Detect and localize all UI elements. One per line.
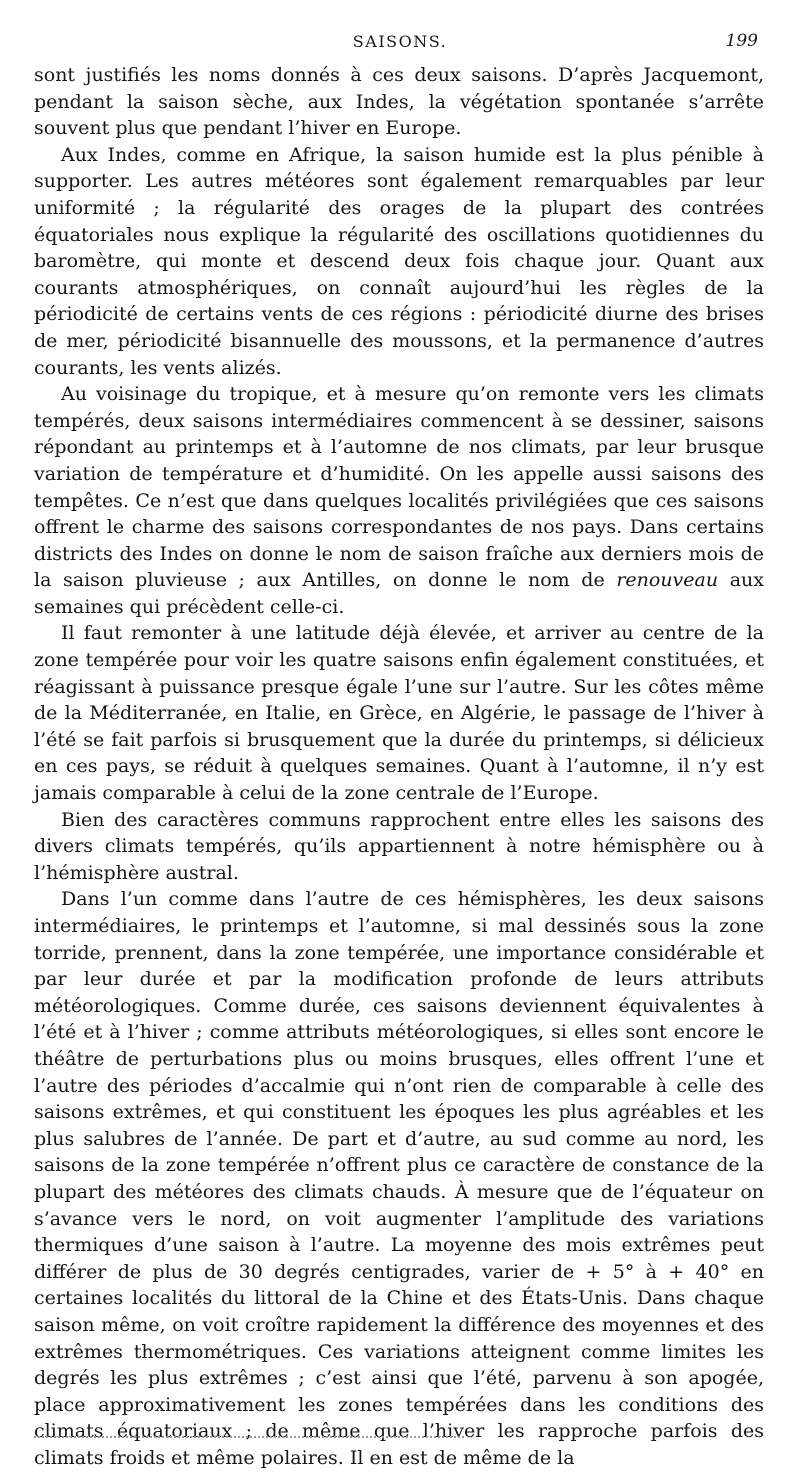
paragraph-3-text-before: Au voisinage du tropique, et à mesure qu’on remonte vers les climats tempérés, deux saisons intermédiaires commencent à se dessiner, saisons répondant au printemps et à l’automne de nos climats, par leur brusque variation de température et d’humidité. On les appelle aussi saisons des tempêtes. Ce n’est que dans quelques localités privilégiées que ces saisons offrent le charme des saisons correspondantes de nos pays. Dans certains districts des Indes on donne le nom de saison fraîche aux derniers mois de la saison pluvieuse ; aux Antilles, on donne le nom de bbox=[34, 383, 764, 592]
paragraph-6: Dans l’un comme dans l’autre de ces hémisphères, les deux saisons intermédiaires, le printemps et l’automne, si mal dessinés sous la zone torride, prennent, dans la zone tempérée, une importance considérable et par leur durée et par la modification profonde de leurs attributs météorologiques. Comme durée, ces saisons deviennent équivalentes à l’été et à l’hiver ; comme attributs météorologiques, si elles sont encore le théâtre de perturbations plus ou moins brusques, elles offrent l’une et l’autre des périodes d’accalmie qui n’ont rien de comparable à celle des saisons extrêmes, et qui constituent les époques les plus agréables et les plus salubres de l’année. De part et d’autre, au sud comme au nord, les saisons de la zone tempérée n’offrent plus ce caractère de constance de la plupart des météores des climats chauds. À mesure que de l’équateur on s’avance vers le nord, on voit augmenter l’amplitude des variations thermiques d’une saison à l’autre. La moyenne des mois extrêmes peut différer de plus de 30 degrés centigrades, varier de + 5° à + 40° en certaines localités du littoral de la Chine et des États-Unis. Dans chaque saison même, on voit croître rapidement la différence des moyennes et des extrêmes thermométriques. Ces variations atteignent comme limites les degrés les plus extrêmes ; c’est ainsi que l’été, parvenu à son apogée, place approximativement les zones tempérées dans les conditions des climats équatoriaux ; de même que l’hiver les rapproche parfois des climats froids et même polaires. Il en est de même de la bbox=[34, 888, 764, 1469]
paragraph-1: sont justifiés les noms donnés à ces deux saisons. D’après Jacquemont, pendant la saison sèche, aux Indes, la végétation spontanée s’arrête souvent plus que pendant l’hiver en Europe. bbox=[34, 64, 764, 140]
paragraph-3 bbox=[34, 381, 764, 620]
paragraph-2: Aux Indes, comme en Afrique, la saison humide est la plus pénible à supporter. Les autres météores sont également remarquables par leur uniformité ; la régularité des orages de la plupart des contrées équatoriales nous explique la régularité des oscillations quotidiennes du baromètre, qui monte et descend deux fois chaque jour. Quant aux courants atmosphériques, on connaît aujourd’hui les règles de la périodicité de certains vents de ces régions : périodicité diurne des brises de mer, périodicité bisannuelle des moussons, et la permanence d’autres courants, les vents alizés. bbox=[34, 143, 764, 379]
paragraph-5: Bien des caractères communs rapprochent entre elles les saisons des divers climats tempérés, qu’ils appartiennent à notre hémisphère ou à l’hémisphère austral. bbox=[34, 808, 764, 884]
italic-term-renouveau: renouveau bbox=[616, 569, 719, 592]
paragraph-4: Il faut remonter à une latitude déjà élevée, et arriver au centre de la zone tempérée pour voir les quatre saisons enfin également constituées, et réagissant à puissance presque égale l’une sur l’autre. Sur les côtes même de la Méditerranée, en Italie, en Grèce, en Algérie, le passage de l’hiver à l’été se fait parfois si brusquement que la durée du printemps, si délicieux en ces pays, se réduit à quelques semaines. Quant à l’automne, il n’y est jamais comparable à celui de la zone centrale de l’Europe. bbox=[34, 622, 764, 805]
paragraph-3-text-after: aux semaines qui précèdent celle-ci. bbox=[34, 569, 764, 618]
page-number: 199 bbox=[725, 31, 758, 51]
running-title: SAISONS. bbox=[352, 32, 448, 51]
body-text bbox=[34, 62, 764, 1471]
running-head bbox=[0, 32, 800, 58]
footer-dotted-rule bbox=[34, 1436, 464, 1440]
